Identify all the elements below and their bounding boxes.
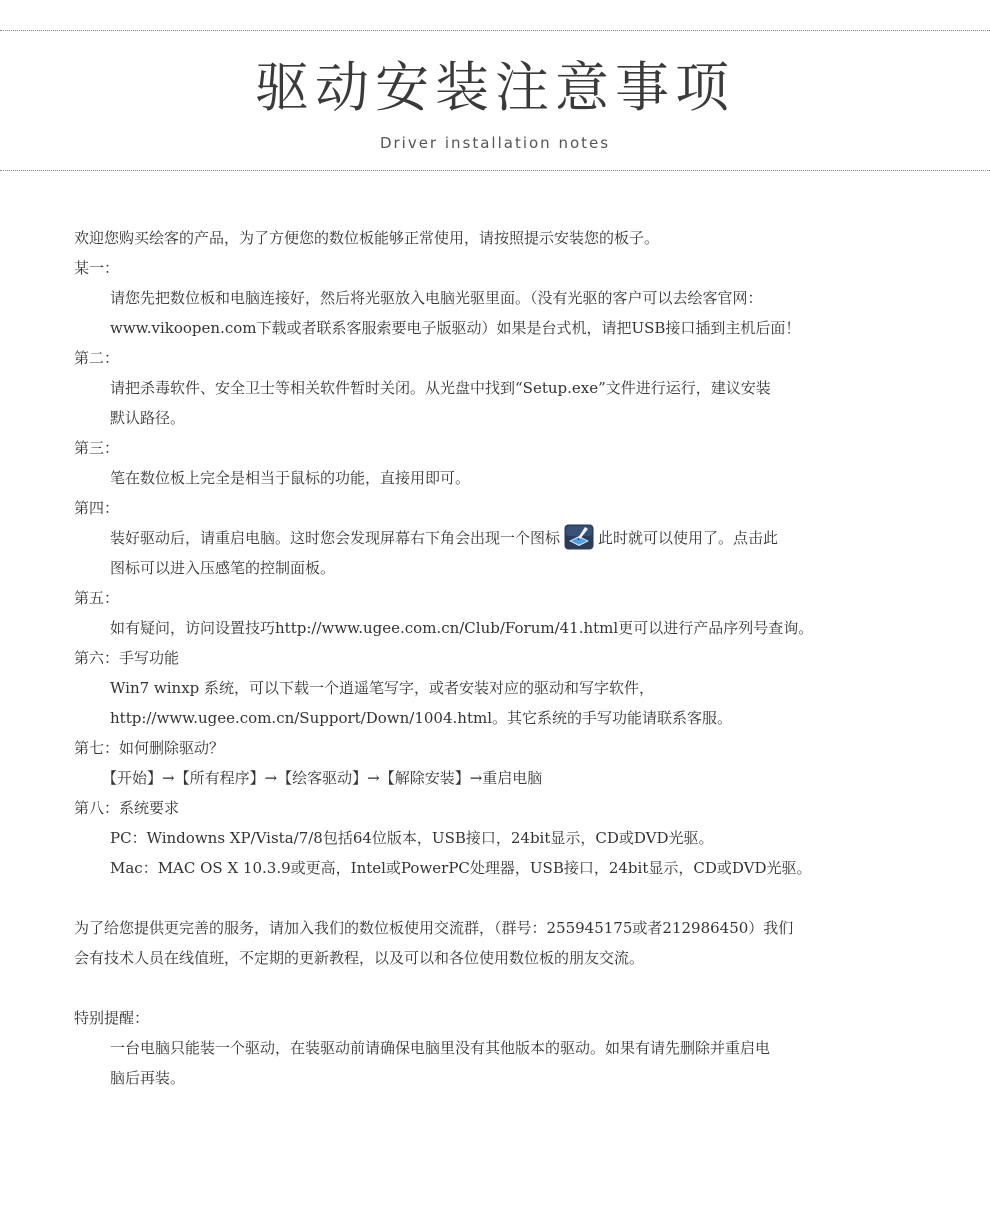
section-heading: 第二：	[74, 349, 120, 367]
section-text: 装好驱动后，请重启电脑。这时您会发现屏幕右下角会出现一个图标	[110, 529, 561, 547]
section-line: www.vikoopen.com下载或者联系客服索要电子版驱动）如果是台式机，请把USB接口插到主机后面！	[110, 319, 801, 337]
reminder-line: 一台电脑只能装一个驱动，在装驱动前请确保电脑里没有其他版本的驱动。如果有请先删除并重启电	[110, 1039, 771, 1057]
intro-text: 欢迎您购买绘客的产品，为了方便您的数位板能够正常使用，请按照提示安装您的板子。	[74, 229, 660, 247]
spacer	[74, 973, 924, 1003]
header-divider	[0, 170, 990, 171]
section-heading: 第三：	[74, 439, 120, 457]
section-line: Win7 winxp 系统，可以下载一个逍遥笔写字，或者安装对应的驱动和写字软件，	[110, 679, 655, 697]
section-heading: 第七：如何删除驱动？	[74, 739, 225, 757]
tablet-driver-tray-icon	[564, 524, 594, 550]
group-note-line: 为了给您提供更完善的服务，请加入我们的数位板使用交流群，（群号：255945175或者212986450）我们	[74, 919, 794, 937]
section-line: Mac：MAC OS X 10.3.9或更高，Intel或PowerPC处理器，USB接口，24bit显示，CD或DVD光驱。	[110, 859, 812, 877]
section-heading: 第五：	[74, 589, 120, 607]
section-line-with-icon	[74, 523, 924, 553]
section-line: http://www.ugee.com.cn/Support/Down/1004.html。其它系统的手写功能请联系客服。	[110, 709, 732, 727]
section-line: 请把杀毒软件、安全卫士等相关软件暂时关闭。从光盘中找到“Setup.exe”文件进行运行，建议安装	[110, 379, 771, 397]
section-line: 请您先把数位板和电脑连接好，然后将光驱放入电脑光驱里面。（没有光驱的客户可以去绘客官网：	[110, 289, 763, 307]
spacer	[74, 883, 924, 913]
notes-body	[74, 223, 924, 1093]
page-subtitle: Driver installation notes	[379, 134, 611, 152]
page-title: 驱动安装注意事项	[255, 56, 735, 119]
section-line: 图标可以进入压感笔的控制面板。	[110, 559, 336, 577]
section-line: 默认路径。	[110, 409, 186, 427]
section-heading: 第六：手写功能	[74, 649, 180, 667]
section-heading: 第四：	[74, 499, 120, 517]
reminder-line: 脑后再装。	[110, 1069, 186, 1087]
section-text: 此时就可以使用了。点击此	[598, 529, 779, 547]
section-heading: 某一：	[74, 259, 120, 277]
section-line: PC：Windowns XP/Vista/7/8包括64位版本，USB接口，24bit显示，CD或DVD光驱。	[110, 829, 714, 847]
reminder-heading: 特别提醒：	[74, 1009, 150, 1027]
section-line: 笔在数位板上完全是相当于鼠标的功能，直接用即可。	[110, 469, 471, 487]
section-line: 如有疑问，访问设置技巧http://www.ugee.com.cn/Club/Forum/41.html更可以进行产品序列号查询。	[110, 619, 814, 637]
top-divider	[0, 30, 990, 31]
section-heading: 第八：系统要求	[74, 799, 180, 817]
section-line: 【开始】→【所有程序】→【绘客驱动】→【解除安装】→重启电脑	[102, 769, 543, 787]
group-note-line: 会有技术人员在线值班，不定期的更新教程，以及可以和各位使用数位板的朋友交流。	[74, 949, 645, 967]
